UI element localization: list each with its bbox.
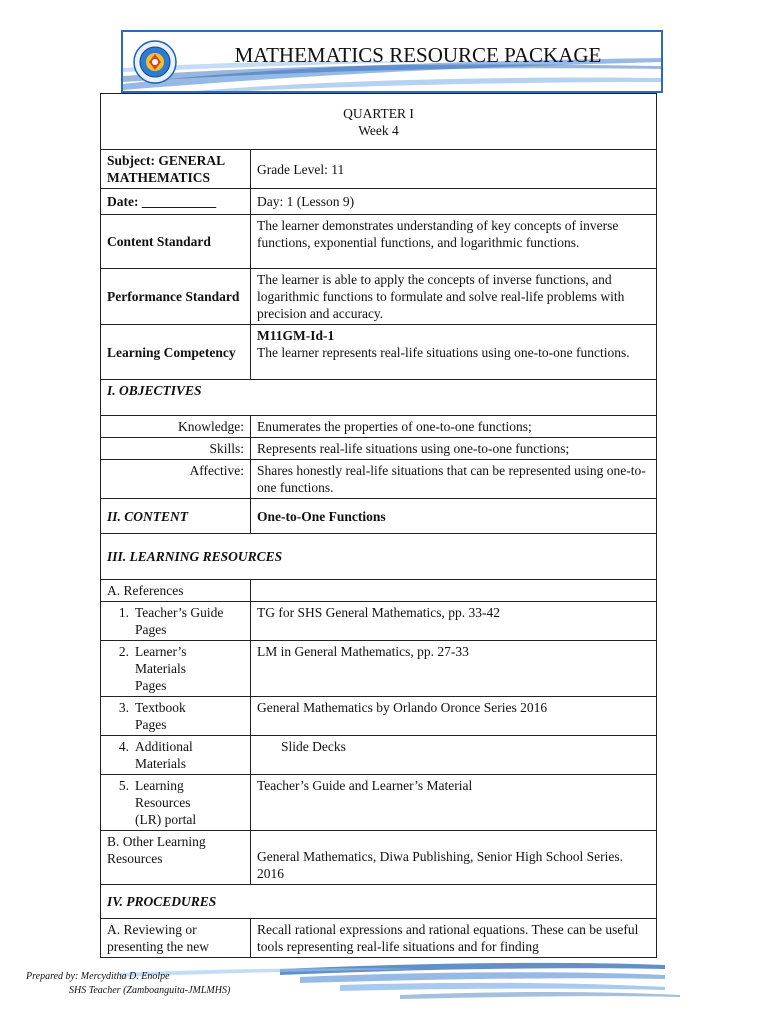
- content-heading: II. CONTENT: [101, 499, 251, 534]
- resources-heading-row: [101, 534, 657, 580]
- resource-item-value: Teacher’s Guide and Learner’s Material: [251, 775, 657, 831]
- objective-text: Represents real-life situations using one-to-one functions;: [251, 438, 657, 460]
- resource-item-number: 4.: [118, 739, 129, 754]
- resource-item-value: Slide Decks: [251, 736, 657, 775]
- learning-competency-label: Learning Competency: [101, 325, 251, 380]
- resource-item-row: [101, 775, 657, 831]
- resource-item-row: [101, 697, 657, 736]
- references-label: A. References: [101, 580, 251, 602]
- learning-competency-row: [101, 325, 657, 380]
- resource-item-label: Learning Resources (LR) portal: [135, 778, 197, 827]
- objective-label: Knowledge:: [101, 416, 251, 438]
- objective-label: Skills:: [101, 438, 251, 460]
- resources-heading: III. LEARNING RESOURCES: [101, 534, 657, 580]
- references-empty-cell: [251, 580, 657, 602]
- objectives-heading: I. OBJECTIVES: [101, 380, 657, 416]
- quarter-week: Week 4: [358, 122, 399, 138]
- grade-level: Grade Level: 11: [251, 150, 657, 189]
- procedure-a-value: Recall rational expressions and rational equations. These can be useful tools representing real-life situations and for finding: [251, 919, 657, 958]
- objectives-heading-row: [101, 380, 657, 416]
- header-banner: [121, 30, 663, 93]
- other-resources-row: [101, 831, 657, 885]
- objective-row: [101, 460, 657, 499]
- procedures-heading-row: [101, 885, 657, 919]
- other-resources-value: General Mathematics, Diwa Publishing, Senior High School Series. 2016: [251, 831, 657, 885]
- subject-label: Subject: GENERAL MATHEMATICS: [101, 150, 251, 189]
- references-row: [101, 580, 657, 602]
- competency-text: The learner represents real-life situations using one-to-one functions.: [257, 345, 630, 360]
- day-value: Day: 1 (Lesson 9): [251, 189, 657, 215]
- resource-item-number: 2.: [118, 644, 129, 659]
- procedures-heading: IV. PROCEDURES: [101, 885, 657, 919]
- content-value: One-to-One Functions: [251, 499, 657, 534]
- resource-item-value: LM in General Mathematics, pp. 27-33: [251, 641, 657, 697]
- lesson-plan-table: [100, 93, 657, 958]
- objective-row: [101, 438, 657, 460]
- resource-item-value: General Mathematics by Orlando Oronce Series 2016: [251, 697, 657, 736]
- quarter-title: QUARTER I: [343, 105, 414, 121]
- resource-item-row: [101, 736, 657, 775]
- procedure-row: [101, 919, 657, 958]
- content-standard-label: Content Standard: [101, 215, 251, 269]
- content-standard-row: [101, 215, 657, 269]
- resource-item-label-cell: [101, 775, 251, 831]
- resource-item-label: Textbook Pages: [135, 700, 186, 732]
- resource-item-label-cell: [101, 736, 251, 775]
- objective-text: Shares honestly real-life situations that can be represented using one-to-one functions.: [251, 460, 657, 499]
- resource-item-label: Additional Materials: [135, 739, 193, 771]
- performance-standard-row: [101, 269, 657, 325]
- resource-item-row: [101, 641, 657, 697]
- deped-seal-logo: [133, 40, 177, 84]
- content-standard-value: The learner demonstrates understanding of key concepts of inverse functions, exponential functions, and logarithmic functions.: [251, 215, 657, 269]
- resource-item-label-cell: [101, 602, 251, 641]
- prepared-by: Prepared by: Mercyditha D. Enolpe: [26, 971, 170, 982]
- date-row: [101, 189, 657, 215]
- resource-item-number: 1.: [118, 605, 129, 620]
- document-title: MATHEMATICS RESOURCE PACKAGE: [234, 43, 602, 67]
- preparer-position: SHS Teacher (Zamboanguita-JMLMHS): [69, 985, 231, 996]
- objective-text: Enumerates the properties of one-to-one functions;: [251, 416, 657, 438]
- objective-label: Affective:: [101, 460, 251, 499]
- procedure-a-label: A. Reviewing or presenting the new: [101, 919, 251, 958]
- performance-standard-label: Performance Standard: [101, 269, 251, 325]
- resource-item-label-cell: [101, 697, 251, 736]
- resource-item-label: Learner’s Materials Pages: [135, 644, 187, 693]
- quarter-row: [101, 94, 657, 150]
- subject-row: [101, 150, 657, 189]
- resource-item-number: 5.: [118, 778, 129, 793]
- date-label: Date: ___________: [101, 189, 251, 215]
- quarter-cell: [101, 94, 657, 150]
- resource-item-row: [101, 602, 657, 641]
- content-row: [101, 499, 657, 534]
- other-resources-label: B. Other Learning Resources: [101, 831, 251, 885]
- learning-competency-cell: [251, 325, 657, 380]
- objective-row: [101, 416, 657, 438]
- competency-code: M11GM-Id-1: [257, 328, 335, 343]
- resource-item-value: TG for SHS General Mathematics, pp. 33-42: [251, 602, 657, 641]
- resource-item-label-cell: [101, 641, 251, 697]
- performance-standard-value: The learner is able to apply the concepts of inverse functions, and logarithmic functions to formulate and solve real-life problems with precision and accuracy.: [251, 269, 657, 325]
- resource-item-label: Teacher’s Guide Pages: [135, 605, 224, 637]
- resource-item-number: 3.: [118, 700, 129, 715]
